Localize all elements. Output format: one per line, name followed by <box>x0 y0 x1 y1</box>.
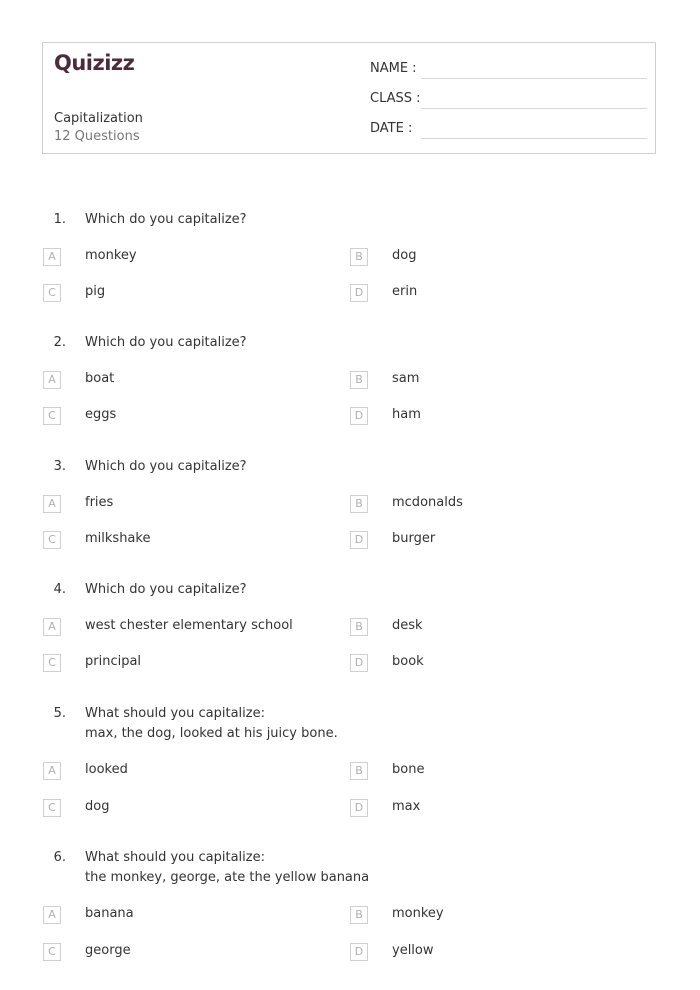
option-b-text[interactable]: bone <box>392 762 425 777</box>
option-b-text[interactable]: monkey <box>392 906 444 921</box>
option-a-letter-box[interactable]: A <box>43 248 61 266</box>
option-d-text[interactable]: burger <box>392 531 436 546</box>
question-text: Which do you capitalize? <box>85 582 247 597</box>
option-a-text[interactable]: fries <box>85 495 114 510</box>
option-d-letter-box[interactable]: D <box>350 407 368 425</box>
name-field[interactable] <box>370 61 647 79</box>
question-number: 6. <box>53 850 66 865</box>
option-d-letter-box[interactable]: D <box>350 284 368 302</box>
question-number: 4. <box>53 582 66 597</box>
date-line[interactable] <box>421 138 647 139</box>
option-a-text[interactable]: west chester elementary school <box>85 618 293 633</box>
question-number: 5. <box>53 706 66 721</box>
option-b-text[interactable]: desk <box>392 618 423 633</box>
option-c-text[interactable]: george <box>85 943 131 958</box>
option-c-letter-box[interactable]: C <box>43 799 61 817</box>
class-label: CLASS : <box>370 91 421 106</box>
option-b-letter-box[interactable]: B <box>350 248 368 266</box>
class-field[interactable] <box>370 91 647 109</box>
question-number: 3. <box>53 459 66 474</box>
option-b-letter-box[interactable]: B <box>350 371 368 389</box>
option-d-letter-box[interactable]: D <box>350 654 368 672</box>
option-b-text[interactable]: mcdonalds <box>392 495 463 510</box>
question-number: 2. <box>53 335 66 350</box>
option-a-text[interactable]: banana <box>85 906 134 921</box>
date-field[interactable] <box>370 121 647 139</box>
option-a-letter-box[interactable]: A <box>43 906 61 924</box>
option-d-text[interactable]: ham <box>392 407 421 422</box>
question-text: Which do you capitalize? <box>85 459 247 474</box>
option-b-text[interactable]: sam <box>392 371 420 386</box>
option-b-letter-box[interactable]: B <box>350 762 368 780</box>
quizizz-logo: Quizizz <box>54 51 135 75</box>
class-line[interactable] <box>421 108 647 109</box>
name-label: NAME : <box>370 61 417 76</box>
question-text: What should you capitalize: <box>85 850 265 865</box>
option-d-letter-box[interactable]: D <box>350 531 368 549</box>
worksheet-title: Capitalization <box>54 111 143 126</box>
option-b-letter-box[interactable]: B <box>350 618 368 636</box>
name-line[interactable] <box>421 78 647 79</box>
option-d-letter-box[interactable]: D <box>350 943 368 961</box>
option-c-text[interactable]: eggs <box>85 407 117 422</box>
option-c-letter-box[interactable]: C <box>43 654 61 672</box>
option-d-text[interactable]: book <box>392 654 424 669</box>
worksheet-header <box>42 42 656 154</box>
question-text: the monkey, george, ate the yellow banana <box>85 870 370 885</box>
option-a-text[interactable]: monkey <box>85 248 137 263</box>
question-text: Which do you capitalize? <box>85 335 247 350</box>
option-c-text[interactable]: milkshake <box>85 531 151 546</box>
option-d-letter-box[interactable]: D <box>350 799 368 817</box>
option-c-letter-box[interactable]: C <box>43 943 61 961</box>
question-text: What should you capitalize: <box>85 706 265 721</box>
option-a-text[interactable]: looked <box>85 762 128 777</box>
option-c-letter-box[interactable]: C <box>43 531 61 549</box>
option-a-letter-box[interactable]: A <box>43 371 61 389</box>
question-number: 1. <box>53 212 66 227</box>
question-text: Which do you capitalize? <box>85 212 247 227</box>
question-text: max, the dog, looked at his juicy bone. <box>85 726 338 741</box>
option-a-text[interactable]: boat <box>85 371 115 386</box>
option-c-letter-box[interactable]: C <box>43 284 61 302</box>
option-d-text[interactable]: max <box>392 799 421 814</box>
option-a-letter-box[interactable]: A <box>43 495 61 513</box>
option-a-letter-box[interactable]: A <box>43 618 61 636</box>
option-b-letter-box[interactable]: B <box>350 495 368 513</box>
option-c-text[interactable]: principal <box>85 654 142 669</box>
date-label: DATE : <box>370 121 413 136</box>
option-d-text[interactable]: yellow <box>392 943 434 958</box>
question-count: 12 Questions <box>54 129 140 144</box>
option-b-letter-box[interactable]: B <box>350 906 368 924</box>
option-c-letter-box[interactable]: C <box>43 407 61 425</box>
option-b-text[interactable]: dog <box>392 248 417 263</box>
option-c-text[interactable]: dog <box>85 799 110 814</box>
option-a-letter-box[interactable]: A <box>43 762 61 780</box>
option-d-text[interactable]: erin <box>392 284 418 299</box>
option-c-text[interactable]: pig <box>85 284 106 299</box>
